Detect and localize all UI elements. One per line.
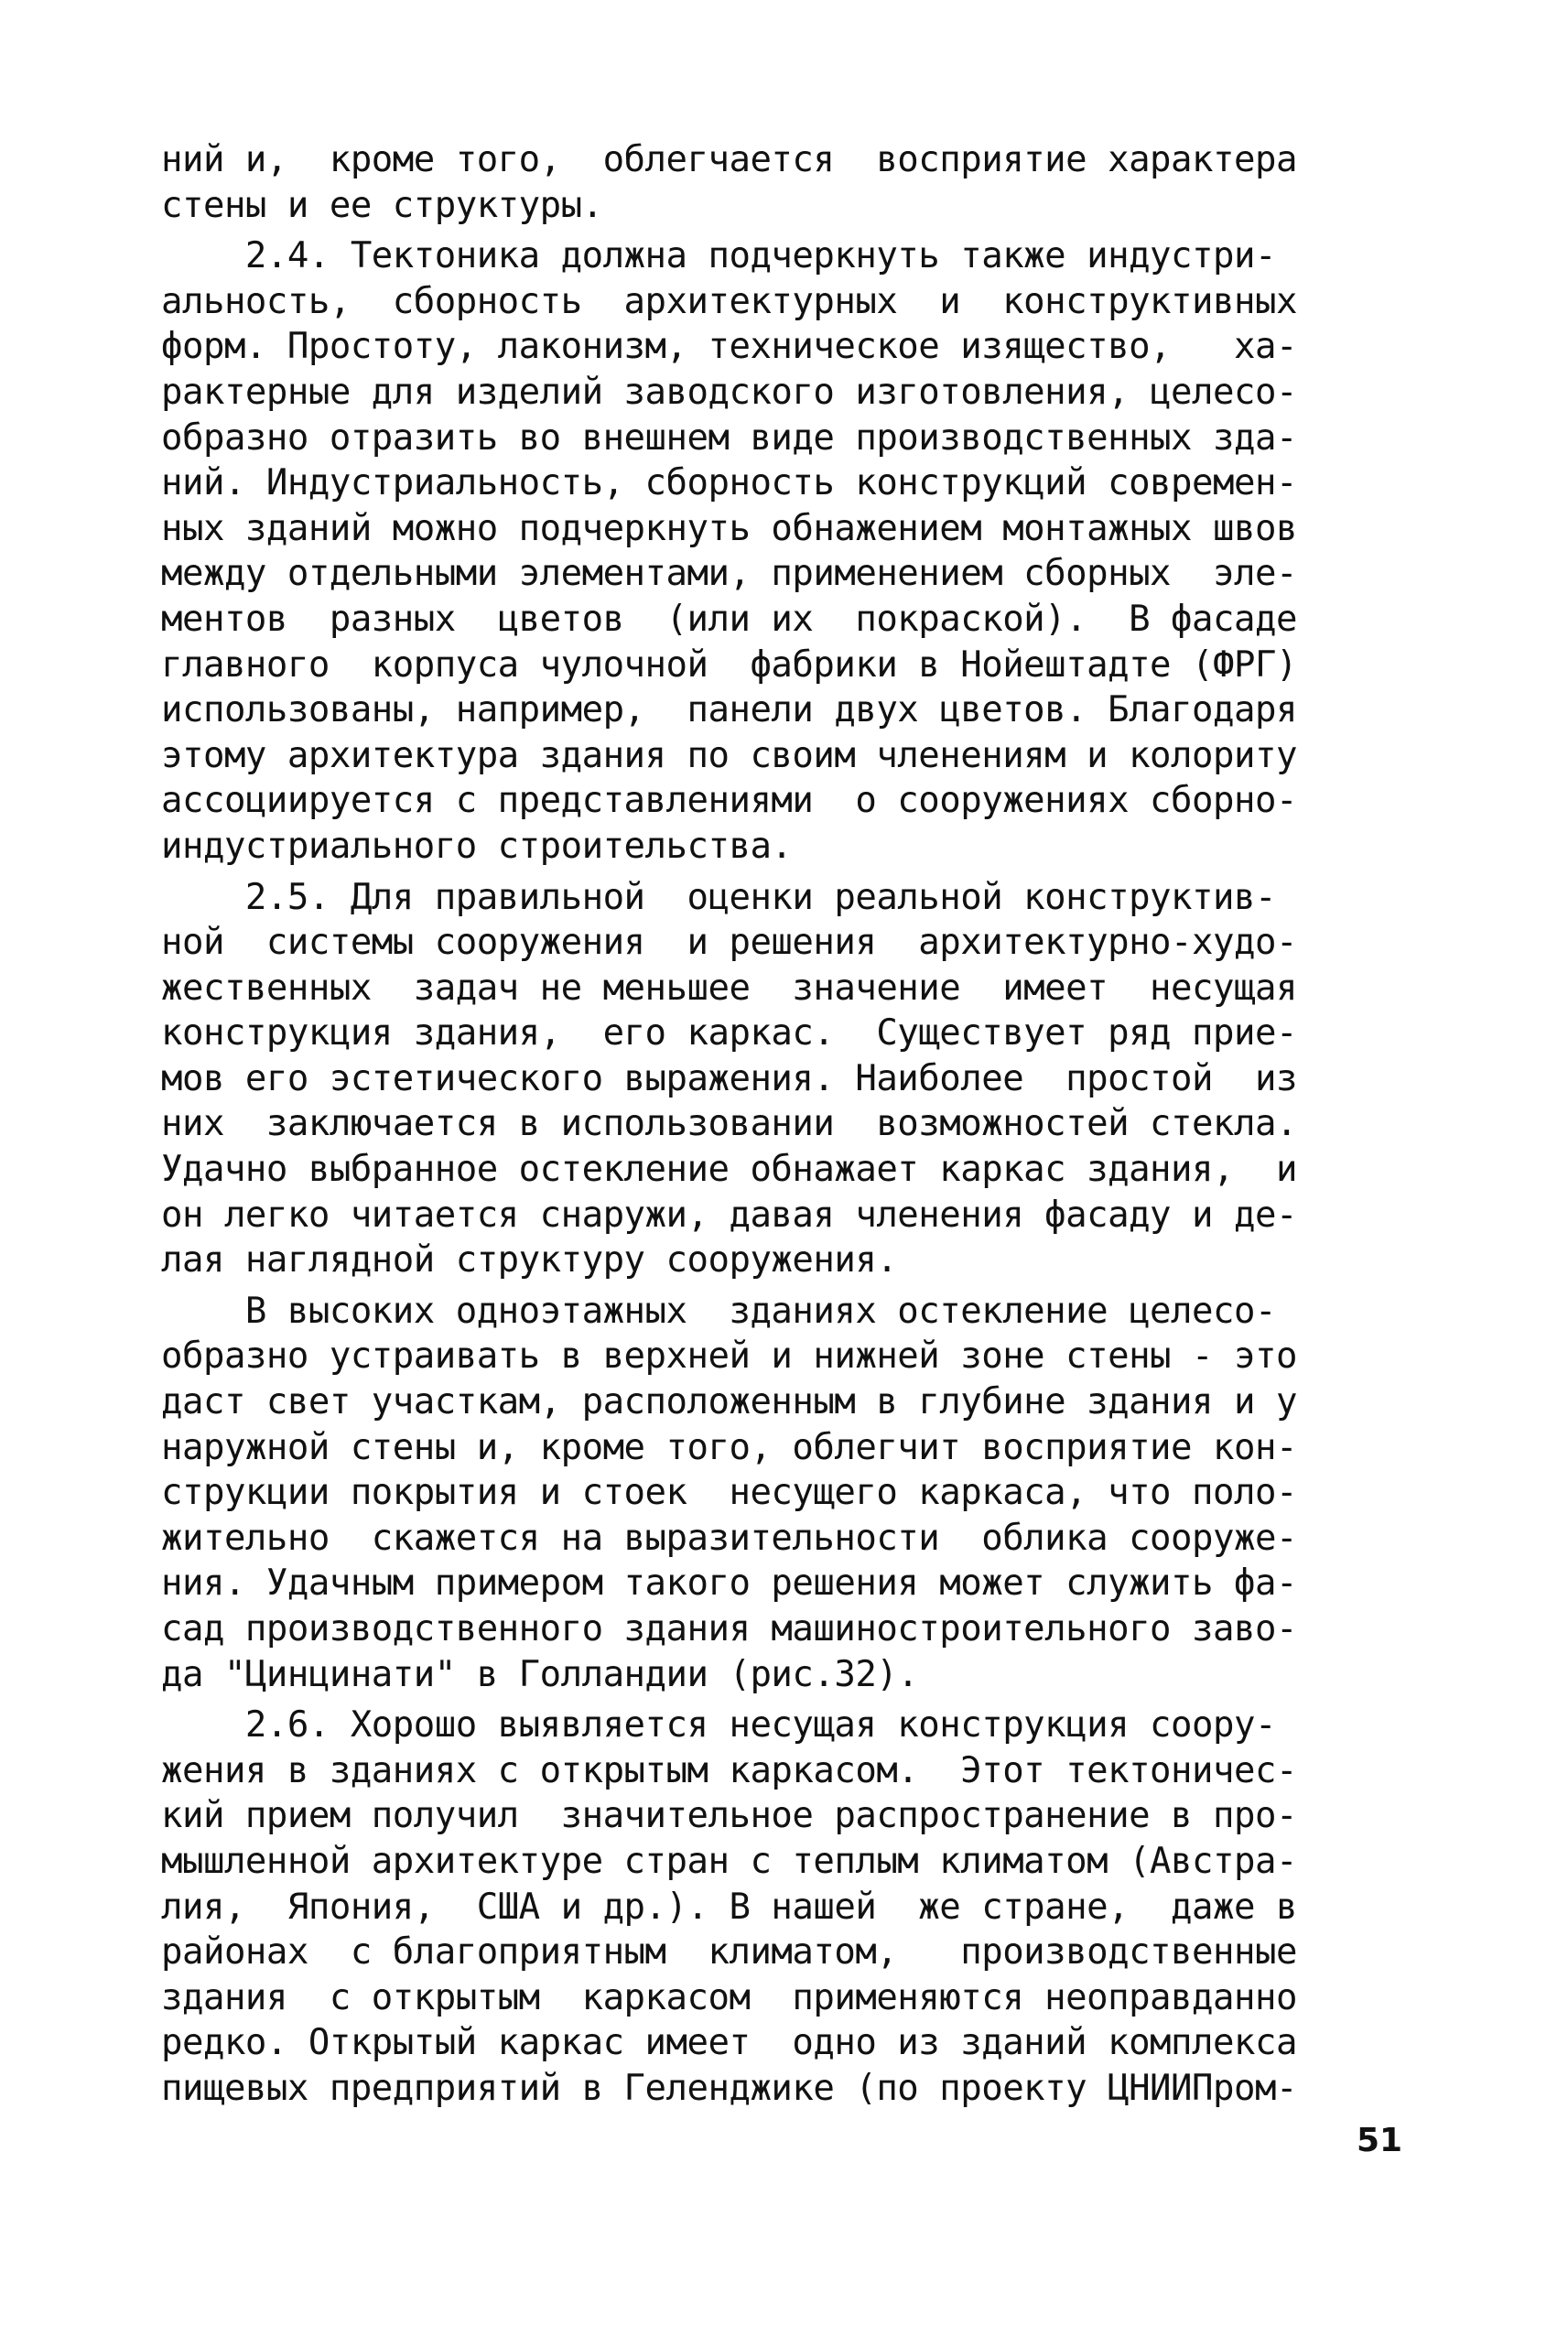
text-line: ния. Удачным примером такого решения может служить фа-	[161, 1563, 1297, 1605]
text-line: жественных задач не меньшее значение имеет несущая	[161, 967, 1297, 1009]
text-line: районах с благоприятным климатом, производственные	[161, 1931, 1297, 1974]
text-line: ний. Индустриальность, сборность конструкций современ-	[161, 462, 1297, 504]
text-line: ассоциируется с представлениями о сооружениях сборно-	[161, 780, 1297, 822]
text-line: здания с открытым каркасом применяются неоправданно	[161, 1976, 1297, 2018]
page-number: 51	[1357, 2122, 1403, 2159]
text-line: жения в зданиях с открытым каркасом. Этот тектоничес-	[161, 1749, 1297, 1791]
text-line: ментов разных цветов (или их покраской). В фасаде	[161, 598, 1297, 640]
text-line: редко. Открытый каркас имеет одно из зданий комплекса	[161, 2022, 1297, 2064]
text-line: 2.5. Для правильной оценки реальной конструктив-	[161, 876, 1276, 918]
text-line: использованы, например, панели двух цветов. Благодаря	[161, 689, 1297, 731]
text-line: 2.4. Тектоника должна подчеркнуть также индустри-	[161, 235, 1276, 277]
text-line: мов его эстетического выражения. Наиболее простой из	[161, 1057, 1297, 1099]
text-line: ных зданий можно подчеркнуть обнажением монтажных швов	[161, 507, 1297, 549]
text-line: ний и, кроме того, облегчается восприятие характера	[161, 139, 1297, 180]
text-line: В высоких одноэтажных зданиях остекление целесо-	[161, 1290, 1276, 1332]
text-line: лия, Япония, США и др.). В нашей же стране, даже в	[161, 1886, 1297, 1928]
text-line: этому архитектура здания по своим членениям и колориту	[161, 734, 1297, 776]
text-line: жительно скажется на выразительности облика сооруже-	[161, 1517, 1297, 1559]
text-line: да "Цинцинати" в Голландии (рис.32).	[161, 1653, 919, 1695]
text-line: Удачно выбранное остекление обнажает каркас здания, и	[161, 1149, 1297, 1191]
text-line: индустриального строительства.	[161, 825, 793, 867]
text-line: образно устраивать в верхней и нижней зоне стены - это	[161, 1336, 1297, 1378]
text-line: рактерные для изделий заводского изготовления, целесо-	[161, 371, 1297, 413]
text-line: стены и ее структуры.	[161, 184, 603, 226]
text-line: сад производственного здания машиностроительного заво-	[161, 1608, 1297, 1649]
text-line: даст свет участкам, расположенным в глубине здания и у	[161, 1381, 1297, 1423]
text-line: альность, сборность архитектурных и конструктивных	[161, 280, 1297, 322]
body-text	[161, 137, 1415, 2112]
text-line: конструкция здания, его каркас. Существует ряд прие-	[161, 1012, 1297, 1054]
text-line: них заключается в использовании возможностей стекла.	[161, 1103, 1297, 1145]
text-line: лая наглядной структуру сооружения.	[161, 1239, 898, 1281]
text-line: он легко читается снаружи, давая членения фасаду и де-	[161, 1194, 1297, 1236]
text-line: образно отразить во внешнем виде производственных зда-	[161, 416, 1297, 459]
text-line: струкции покрытия и стоек несущего каркаса, что поло-	[161, 1472, 1297, 1514]
text-line: форм. Простоту, лаконизм, техническое изящество, ха-	[161, 326, 1297, 368]
text-line: главного корпуса чулочной фабрики в Нойештадте (ФРГ)	[161, 643, 1297, 686]
text-line: между отдельными элементами, применением сборных эле-	[161, 553, 1297, 595]
text-line: кий прием получил значительное распространение в про-	[161, 1795, 1297, 1837]
text-line: наружной стены и, кроме того, облегчит восприятие кон-	[161, 1426, 1297, 1468]
text-line: мышленной архитектуре стран с теплым климатом (Австра-	[161, 1840, 1297, 1882]
text-line: 2.6. Хорошо выявляется несущая конструкция соору-	[161, 1704, 1276, 1746]
text-line: ной системы сооружения и решения архитектурно-худо-	[161, 922, 1297, 964]
text-line: пищевых предприятий в Геленджике (по проекту ЦНИИПром-	[161, 2067, 1297, 2109]
